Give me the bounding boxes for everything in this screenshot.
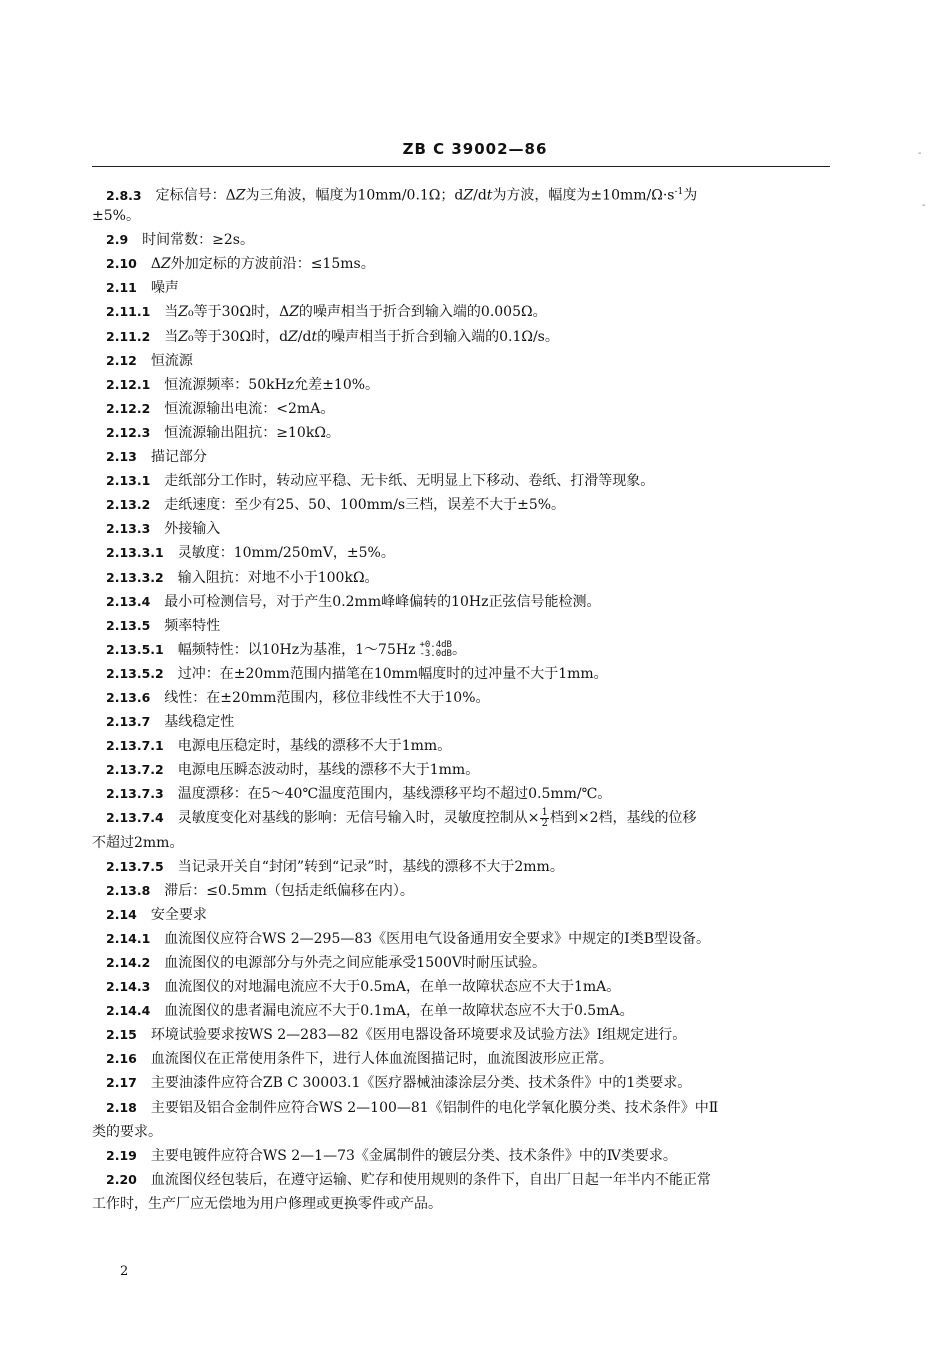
clause-2-13-5	[92, 614, 830, 638]
clause-text: 走纸速度：至少有25、50、100mm/s三档，误差不大于±5%。	[164, 497, 566, 514]
clause-number: 2.13.5.1	[106, 641, 164, 657]
clause-number: 2.17	[106, 1075, 137, 1091]
symbol-t: t	[486, 187, 493, 204]
clause-text: 恒流源输出电流：<2mA。	[164, 400, 335, 417]
clause-text: 的噪声相当于折合到输入端的0.1Ω/s。	[317, 328, 559, 345]
fraction	[540, 808, 548, 829]
header-rule	[92, 166, 830, 167]
clause-text: 走纸部分工作时，转动应平稳、无卡纸、无明显上下移动、卷纸、打滑等现象。	[164, 473, 655, 490]
clause-text: 为方波，幅度为±10mm/Ω·s	[492, 187, 675, 204]
clause-2-11-1	[92, 300, 830, 324]
clause-text: 线性：在±20mm范围内，移位非线性不大于10%。	[164, 689, 490, 706]
clause-text: 为	[683, 187, 698, 204]
clause-number: 2.13.7.5	[106, 858, 164, 874]
clause-text: Δ	[150, 256, 161, 273]
clause-text: 滞后：≤0.5mm（包括走纸偏移在内）。	[164, 882, 414, 899]
fraction-numerator: 1	[541, 806, 548, 818]
clause-text: 过冲：在±20mm范围内描笔在10mm幅度时的过冲量不大于1mm。	[177, 665, 608, 682]
clause-text: 血流图仪的对地漏电流应不大于0.5mA，在单一故障状态应不大于1mA。	[164, 979, 621, 996]
clause-number: 2.12	[106, 352, 137, 368]
clause-2-13-7-2	[92, 758, 830, 782]
clause-text: 当	[164, 304, 179, 321]
clause-2-18-continuation: 类的要求。	[92, 1123, 162, 1140]
tolerance-lower: -3.0dB	[419, 648, 452, 659]
clause-number: 2.13.7.3	[106, 786, 164, 802]
clause-2-13-7-4-continuation: 不超过2mm。	[92, 834, 184, 851]
clause-text: 时间常数：≥2s。	[142, 232, 254, 249]
clause-number: 2.11.2	[106, 328, 151, 344]
clause-number: 2.14	[106, 906, 137, 922]
clause-text: 电源电压稳定时，基线的漂移不大于1mm。	[177, 738, 452, 755]
clause-2-13-3-1	[92, 541, 830, 565]
clause-number: 2.14.1	[106, 930, 151, 946]
clause-number: 2.13.5.2	[106, 665, 164, 681]
clause-text: 主要铝及铝合金制件应符合WS 2—100—81《铝制件的电化学氧化膜分类、技术条件》中Ⅱ	[150, 1099, 719, 1116]
clause-2-13-7-4	[92, 806, 830, 830]
clause-text: 温度漂移：在5～40℃温度范围内，基线漂移平均不超过0.5mm/℃。	[177, 786, 612, 803]
clause-2-13-3	[92, 517, 830, 541]
clause-2-12-3	[92, 421, 830, 445]
clause-number: 2.14.4	[106, 1003, 151, 1019]
symbol-z: Z	[178, 328, 189, 345]
clause-number: 2.13.3.2	[106, 569, 164, 585]
clause-number: 2.20	[106, 1171, 137, 1187]
clause-2-13-1	[92, 469, 830, 493]
fraction-denominator: 2	[541, 817, 548, 829]
page-number: 2	[120, 1264, 129, 1279]
clause-2-11-2	[92, 325, 830, 349]
clause-number: 2.10	[106, 256, 137, 272]
clause-2-13-2	[92, 493, 830, 517]
clause-number: 2.13.7.4	[106, 810, 164, 826]
superscript: -1	[674, 187, 684, 197]
clause-text: 血流图仪在正常使用条件下，进行人体血流图描记时，血流图波形应正常。	[150, 1051, 613, 1068]
clause-number: 2.13.3.1	[106, 545, 164, 561]
clause-number: 2.13	[106, 449, 137, 465]
clause-2-14-2	[92, 951, 830, 975]
clause-number: 2.13.4	[106, 593, 151, 609]
clause-text: 主要油漆件应符合ZB C 30003.1《医疗器械油漆涂层分类、技术条件》中的1类要求。	[150, 1075, 692, 1092]
clause-number: 2.13.2	[106, 497, 151, 513]
clause-number: 2.14.2	[106, 955, 151, 970]
clause-2-17	[92, 1071, 830, 1095]
clause-2-20-continuation: 工作时，生产厂应无偿地为用户修理或更换零件或产品。	[92, 1195, 442, 1212]
clause-text: 灵敏度变化对基线的影响：无信号输入时，灵敏度控制从×	[177, 810, 540, 827]
clause-text: /d	[297, 328, 312, 345]
clause-2-11	[92, 276, 830, 300]
clause-text: 。	[451, 641, 466, 658]
clause-text: 环境试验要求按WS 2—283—82《医用电器设备环境要求及试验方法》Ⅰ组规定进行。	[150, 1027, 687, 1044]
clause-text: 输入阻抗：对地不小于100kΩ。	[177, 569, 379, 586]
symbol-z: Z	[289, 304, 299, 321]
clause-2-14	[92, 903, 830, 927]
document-body	[92, 180, 830, 1216]
clause-text: 主要电镀件应符合WS 2—1—73《金属制件的镀层分类、技术条件》中的Ⅳ类要求。	[150, 1147, 677, 1164]
clause-text: 当记录开关自“封闭”转到“记录”时，基线的漂移不大于2mm。	[177, 858, 564, 875]
clause-2-12	[92, 349, 830, 373]
clause-number: 2.12.2	[106, 400, 151, 416]
symbol-z: Z	[160, 256, 171, 273]
clause-2-12-1	[92, 373, 830, 397]
clause-text: 档到×2档，基线的位移	[549, 810, 697, 827]
scan-mark: -	[922, 200, 926, 211]
clause-2-13-7-3	[92, 782, 830, 806]
scan-mark: -	[918, 148, 922, 159]
clause-text: 基线稳定性	[164, 714, 235, 731]
clause-text: 噪声	[150, 280, 179, 297]
clause-2-8-3-continuation: ±5%。	[92, 208, 140, 225]
clause-number: 2.12.3	[106, 424, 151, 440]
clause-number: 2.13.5	[106, 617, 151, 633]
clause-number: 2.12.1	[106, 376, 151, 392]
tolerance-upper: +0.4dB	[419, 639, 452, 650]
clause-text: 为三角波，幅度为10mm/0.1Ω；d	[245, 187, 464, 204]
symbol-z: Z	[288, 328, 298, 345]
clause-number: 2.13.7.2	[106, 762, 164, 778]
clause-2-13-7-5	[92, 855, 830, 879]
clause-number: 2.11.1	[106, 304, 151, 320]
clause-text: ₀等于30Ω时，Δ	[188, 304, 290, 321]
clause-number: 2.9	[106, 232, 129, 248]
clause-text: /d	[473, 187, 487, 204]
clause-2-18	[92, 1096, 830, 1120]
clause-text: 恒流源	[150, 352, 193, 369]
tolerance	[419, 641, 452, 659]
clause-text: 血流图仪经包装后，在遵守运输、贮存和使用规则的条件下，自出厂日起一年半内不能正常	[150, 1171, 711, 1188]
clause-number: 2.11	[106, 280, 137, 296]
clause-text: 当	[164, 328, 179, 345]
clause-2-13-6	[92, 686, 830, 710]
clause-2-13-3-2	[92, 566, 830, 590]
clause-2-13	[92, 445, 830, 469]
clause-number: 2.15	[106, 1027, 137, 1043]
clause-number: 2.14.3	[106, 979, 151, 995]
clause-2-13-8	[92, 879, 830, 903]
clause-text: 频率特性	[164, 617, 221, 634]
clause-2-13-7	[92, 710, 830, 734]
clause-text: 灵敏度：10mm/250mV，±5%。	[177, 545, 395, 562]
symbol-z: Z	[178, 304, 189, 321]
clause-text: ₀等于30Ω时，d	[188, 328, 289, 345]
clause-2-14-3	[92, 975, 830, 999]
clause-text: 的噪声相当于折合到输入端的0.005Ω。	[298, 304, 547, 321]
clause-text: 描记部分	[150, 449, 207, 466]
clause-number: 2.13.7.1	[106, 738, 164, 754]
clause-text: 定标信号：Δ	[155, 187, 236, 204]
clause-number: 2.13.7	[106, 714, 151, 730]
clause-2-16	[92, 1047, 830, 1071]
clause-2-12-2	[92, 397, 830, 421]
document-header-code: ZB C 39002—86	[402, 140, 548, 158]
clause-number: 2.16	[106, 1051, 137, 1067]
clause-text: 最小可检测信号，对于产生0.2mm峰峰偏转的10Hz正弦信号能检测。	[164, 593, 601, 610]
clause-text: 外接输入	[164, 521, 221, 538]
clause-text: 幅频特性：以10Hz为基准，1～75Hz	[177, 641, 416, 658]
clause-number: 2.18	[106, 1099, 137, 1115]
clause-2-13-4	[92, 590, 830, 614]
clause-2-20	[92, 1168, 830, 1192]
symbol-z: Z	[463, 187, 474, 204]
clause-number: 2.8.3	[106, 187, 142, 203]
clause-number: 2.13.8	[106, 882, 151, 898]
clause-2-10	[92, 252, 830, 276]
clause-text: 血流图仪的患者漏电流应不大于0.1mA，在单一故障状态应不大于0.5mA。	[164, 1003, 634, 1020]
clause-text: 安全要求	[150, 906, 207, 923]
clause-number: 2.13.6	[106, 689, 151, 705]
clause-text: 血流图仪的电源部分与外壳之间应能承受1500V时耐压试验。	[164, 955, 547, 971]
clause-text: 恒流源频率：50kHz允差±10%。	[164, 376, 380, 393]
clause-number: 2.13.3	[106, 521, 151, 537]
clause-2-13-5-2	[92, 662, 830, 686]
clause-2-13-5-1	[92, 638, 830, 662]
clause-text: 血流图仪应符合WS 2—295—83《医用电气设备通用安全要求》中规定的Ⅰ类B型设备。	[164, 930, 710, 947]
clause-text: 外加定标的方波前沿：≤15ms。	[170, 256, 375, 273]
clause-number: 2.13.1	[106, 473, 151, 489]
symbol-z: Z	[235, 187, 246, 204]
clause-number: 2.19	[106, 1147, 137, 1163]
clause-2-14-1	[92, 927, 830, 951]
clause-2-9	[92, 228, 830, 252]
clause-2-13-7-1	[92, 734, 830, 758]
clause-2-15	[92, 1023, 830, 1047]
clause-text: 电源电压瞬态波动时，基线的漂移不大于1mm。	[177, 762, 480, 779]
clause-2-14-4	[92, 999, 830, 1023]
symbol-t: t	[311, 328, 318, 345]
clause-2-19	[92, 1144, 830, 1168]
clause-2-8-3	[92, 180, 830, 204]
clause-text: 恒流源输出阻抗：≥10kΩ。	[164, 424, 340, 441]
